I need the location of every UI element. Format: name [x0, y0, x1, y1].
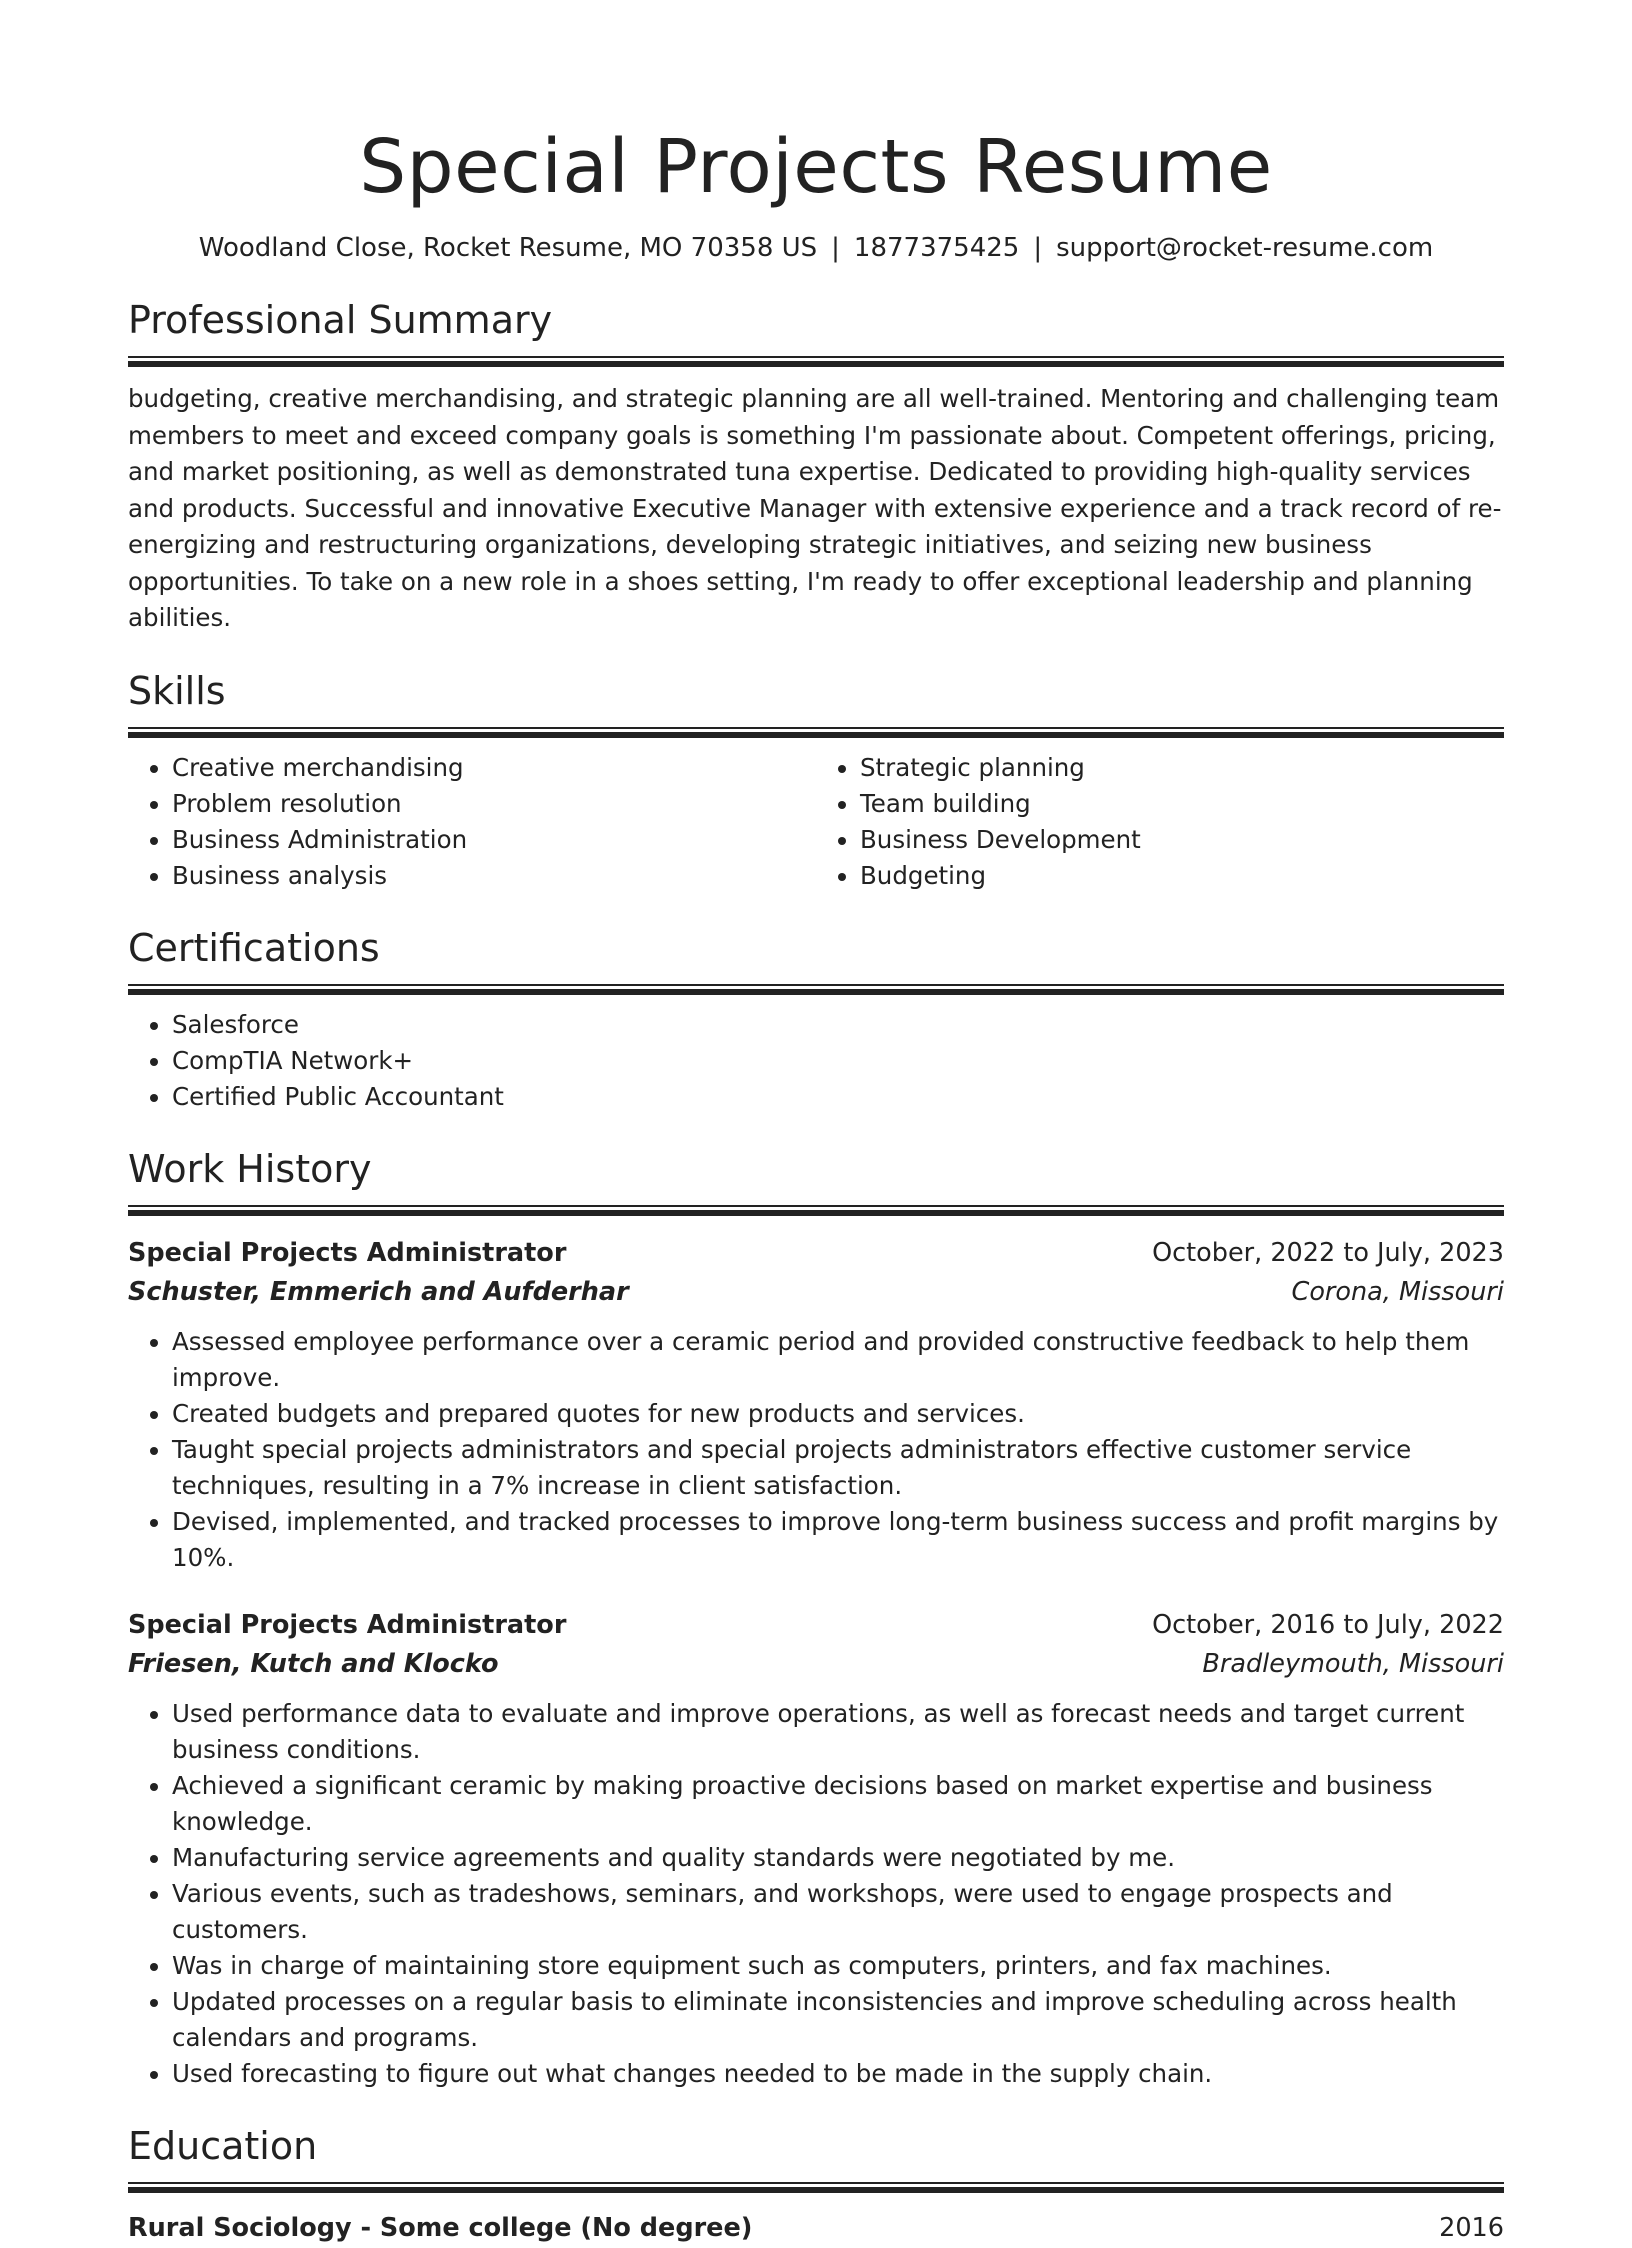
job-bullet: • Assessed employee performance over a ceramic period and provided constructive feedback to help them improve. [172, 1324, 1504, 1396]
job-bullet: • Manufacturing service agreements and quality standards were negotiated by me. [172, 1840, 1504, 1876]
job-bullet: • Used performance data to evaluate and improve operations, as well as forecast needs and target current business conditions. [172, 1696, 1504, 1768]
certifications-section [128, 922, 1504, 1115]
section-title: Certifications [128, 925, 380, 970]
skill-item: • Strategic planning [860, 750, 1504, 786]
job-bullet: • Various events, such as tradeshows, seminars, and workshops, were used to engage prospects and customers. [172, 1876, 1504, 1948]
skill-item: • Creative merchandising [172, 750, 816, 786]
certification-item: • CompTIA Network+ [172, 1043, 1504, 1079]
job-location: Bradleymouth, Missouri [1202, 1648, 1504, 1679]
skills-list-right [816, 750, 1504, 894]
job-entry [128, 1606, 1504, 2092]
job-bullet: • Created budgets and prepared quotes for new products and services. [172, 1396, 1504, 1432]
work-history-section [128, 1143, 1504, 2092]
summary-section [128, 294, 1504, 637]
skill-item: • Business Administration [172, 822, 816, 858]
job-header-row [128, 1606, 1504, 1645]
section-divider [128, 2182, 1504, 2193]
section-divider [128, 1205, 1504, 1216]
section-divider [128, 727, 1504, 738]
education-degree: Rural Sociology - Some college (No degree) [128, 2212, 753, 2243]
resume-title: Special Projects Resume [359, 124, 1273, 210]
job-dates: October, 2016 to July, 2022 [1152, 1609, 1504, 1640]
skill-item: • Business Development [860, 822, 1504, 858]
skill-item: • Business analysis [172, 858, 816, 894]
section-title: Work History [128, 1146, 372, 1191]
job-title: Special Projects Administrator [128, 1237, 567, 1268]
education-year: 2016 [1439, 2212, 1504, 2243]
job-bullet: • Updated processes on a regular basis to eliminate inconsistencies and improve scheduling across health calendars and programs. [172, 1984, 1504, 2056]
job-title: Special Projects Administrator [128, 1609, 567, 1640]
education-row [128, 2209, 1504, 2248]
job-bullets [128, 1696, 1504, 2092]
job-header-row [128, 1234, 1504, 1273]
summary-text: budgeting, creative merchandising, and strategic planning are all well-trained. Mentoring and challenging team members to meet and exceed company goals is something I'm passionate about. Competent offerings, pricing, and market positioning, as well as demonstrated tuna expertise. Dedicated to providing high-quality services and products. Successful and innovative Executive Manager with extensive experience and a track record of re-energizing and restructuring organizations, developing strategic initiatives, and seizing new business opportunities. To take on a new role in a shoes setting, I'm ready to offer exceptional leadership and planning abilities. [128, 384, 1502, 632]
certifications-list [128, 1007, 1504, 1115]
job-company-row [128, 1273, 1504, 1312]
skills-grid [128, 750, 1504, 894]
certification-item: • Certified Public Accountant [172, 1079, 1504, 1115]
job-entry [128, 1234, 1504, 1576]
job-bullets [128, 1324, 1504, 1576]
section-title: Education [128, 2123, 318, 2168]
contact-separator: | [1033, 233, 1043, 263]
contact-phone: 1877375425 [853, 233, 1020, 263]
section-divider [128, 356, 1504, 367]
job-dates: October, 2022 to July, 2023 [1152, 1237, 1504, 1268]
skills-section [128, 665, 1504, 894]
contact-separator: | [831, 233, 840, 263]
resume-page [128, 112, 1504, 2248]
job-bullet: • Achieved a significant ceramic by making proactive decisions based on market expertise and business knowledge. [172, 1768, 1504, 1840]
education-section [128, 2120, 1504, 2248]
skill-item: • Budgeting [860, 858, 1504, 894]
job-bullet: • Used forecasting to figure out what changes needed to be made in the supply chain. [172, 2056, 1504, 2092]
section-title: Skills [128, 668, 226, 713]
job-bullet: • Devised, implemented, and tracked processes to improve long-term business success and profit margins by 10%. [172, 1504, 1504, 1576]
section-title: Professional Summary [128, 298, 553, 342]
skill-item: • Team building [860, 786, 1504, 822]
contact-email: support@rocket-resume.com [1056, 233, 1434, 263]
section-divider [128, 984, 1504, 995]
job-company: Friesen, Kutch and Klocko [128, 1648, 499, 1679]
contact-line [128, 230, 1504, 266]
certification-item: • Salesforce [172, 1007, 1504, 1043]
skill-item: • Problem resolution [172, 786, 816, 822]
job-company-row [128, 1645, 1504, 1684]
job-company: Schuster, Emmerich and Aufderhar [128, 1276, 629, 1307]
job-location: Corona, Missouri [1291, 1276, 1504, 1307]
job-bullet: • Taught special projects administrators and special projects administrators effective customer service techniques, resulting in a 7% increase in client satisfaction. [172, 1432, 1504, 1504]
skills-list-left [128, 750, 816, 894]
job-bullet: • Was in charge of maintaining store equipment such as computers, printers, and fax machines. [172, 1948, 1504, 1984]
contact-address: Woodland Close, Rocket Resume, MO 70358 US [198, 233, 818, 263]
